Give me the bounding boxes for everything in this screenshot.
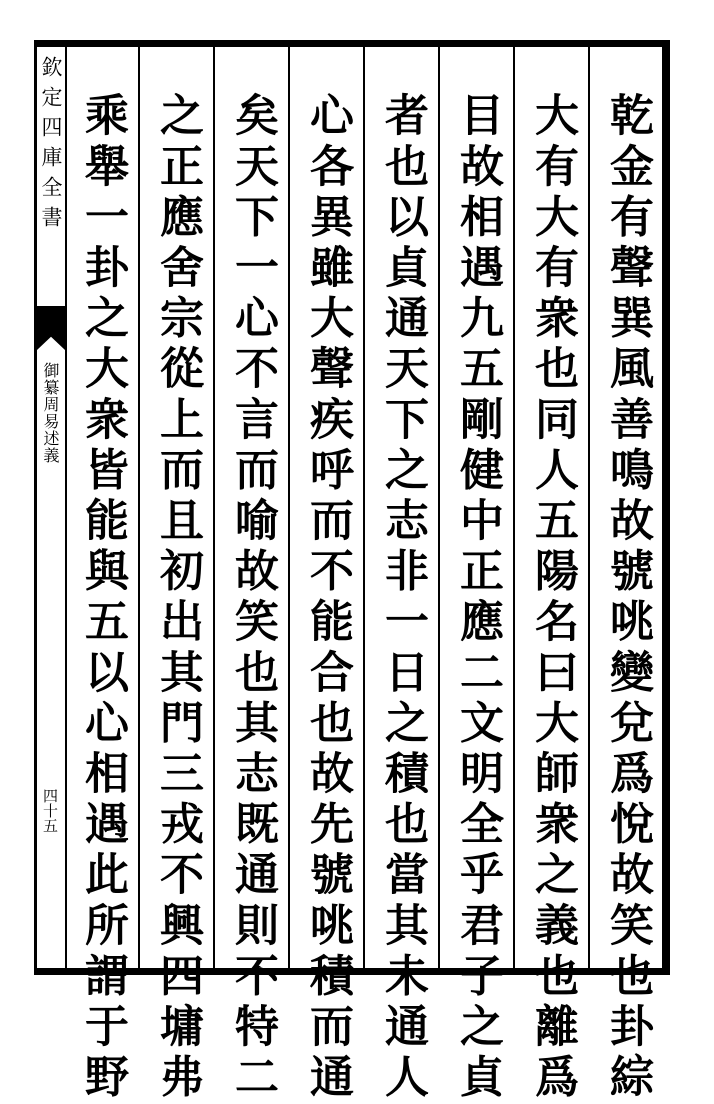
margin-work-title: 御纂周易述義 [41, 362, 60, 464]
text-column-4: 者也以貞通天下之志非一日之積也當其未通人 [377, 92, 428, 1104]
text-column-1: 乾金有聲巽風善鳴故號咷變兌爲悅故笑也卦綜 [602, 92, 653, 1104]
text-column-2: 大有大有衆也同人五陽名曰大師衆之義也離爲 [527, 92, 578, 1104]
text-column-8: 乘舉一卦之大衆皆能與五以心相遇此所謂于野 [77, 92, 128, 1104]
text-column-6: 矣天下一心不言而喻故笑也其志既通則不特二 [227, 92, 278, 1104]
margin-page-number: 四十五 [41, 788, 59, 833]
text-column-7: 之正應舍宗從上而且初出其門三戎不興四墉弗 [152, 92, 203, 1104]
text-column-5: 心各異雖大聲疾呼而不能合也故先號咷積而通 [302, 92, 353, 1104]
frame-top-border [34, 40, 670, 47]
text-column-3: 目故相遇九五剛健中正應二文明全乎君子之貞 [452, 92, 503, 1104]
margin-book-title: 欽定四庫全書 [39, 56, 63, 236]
